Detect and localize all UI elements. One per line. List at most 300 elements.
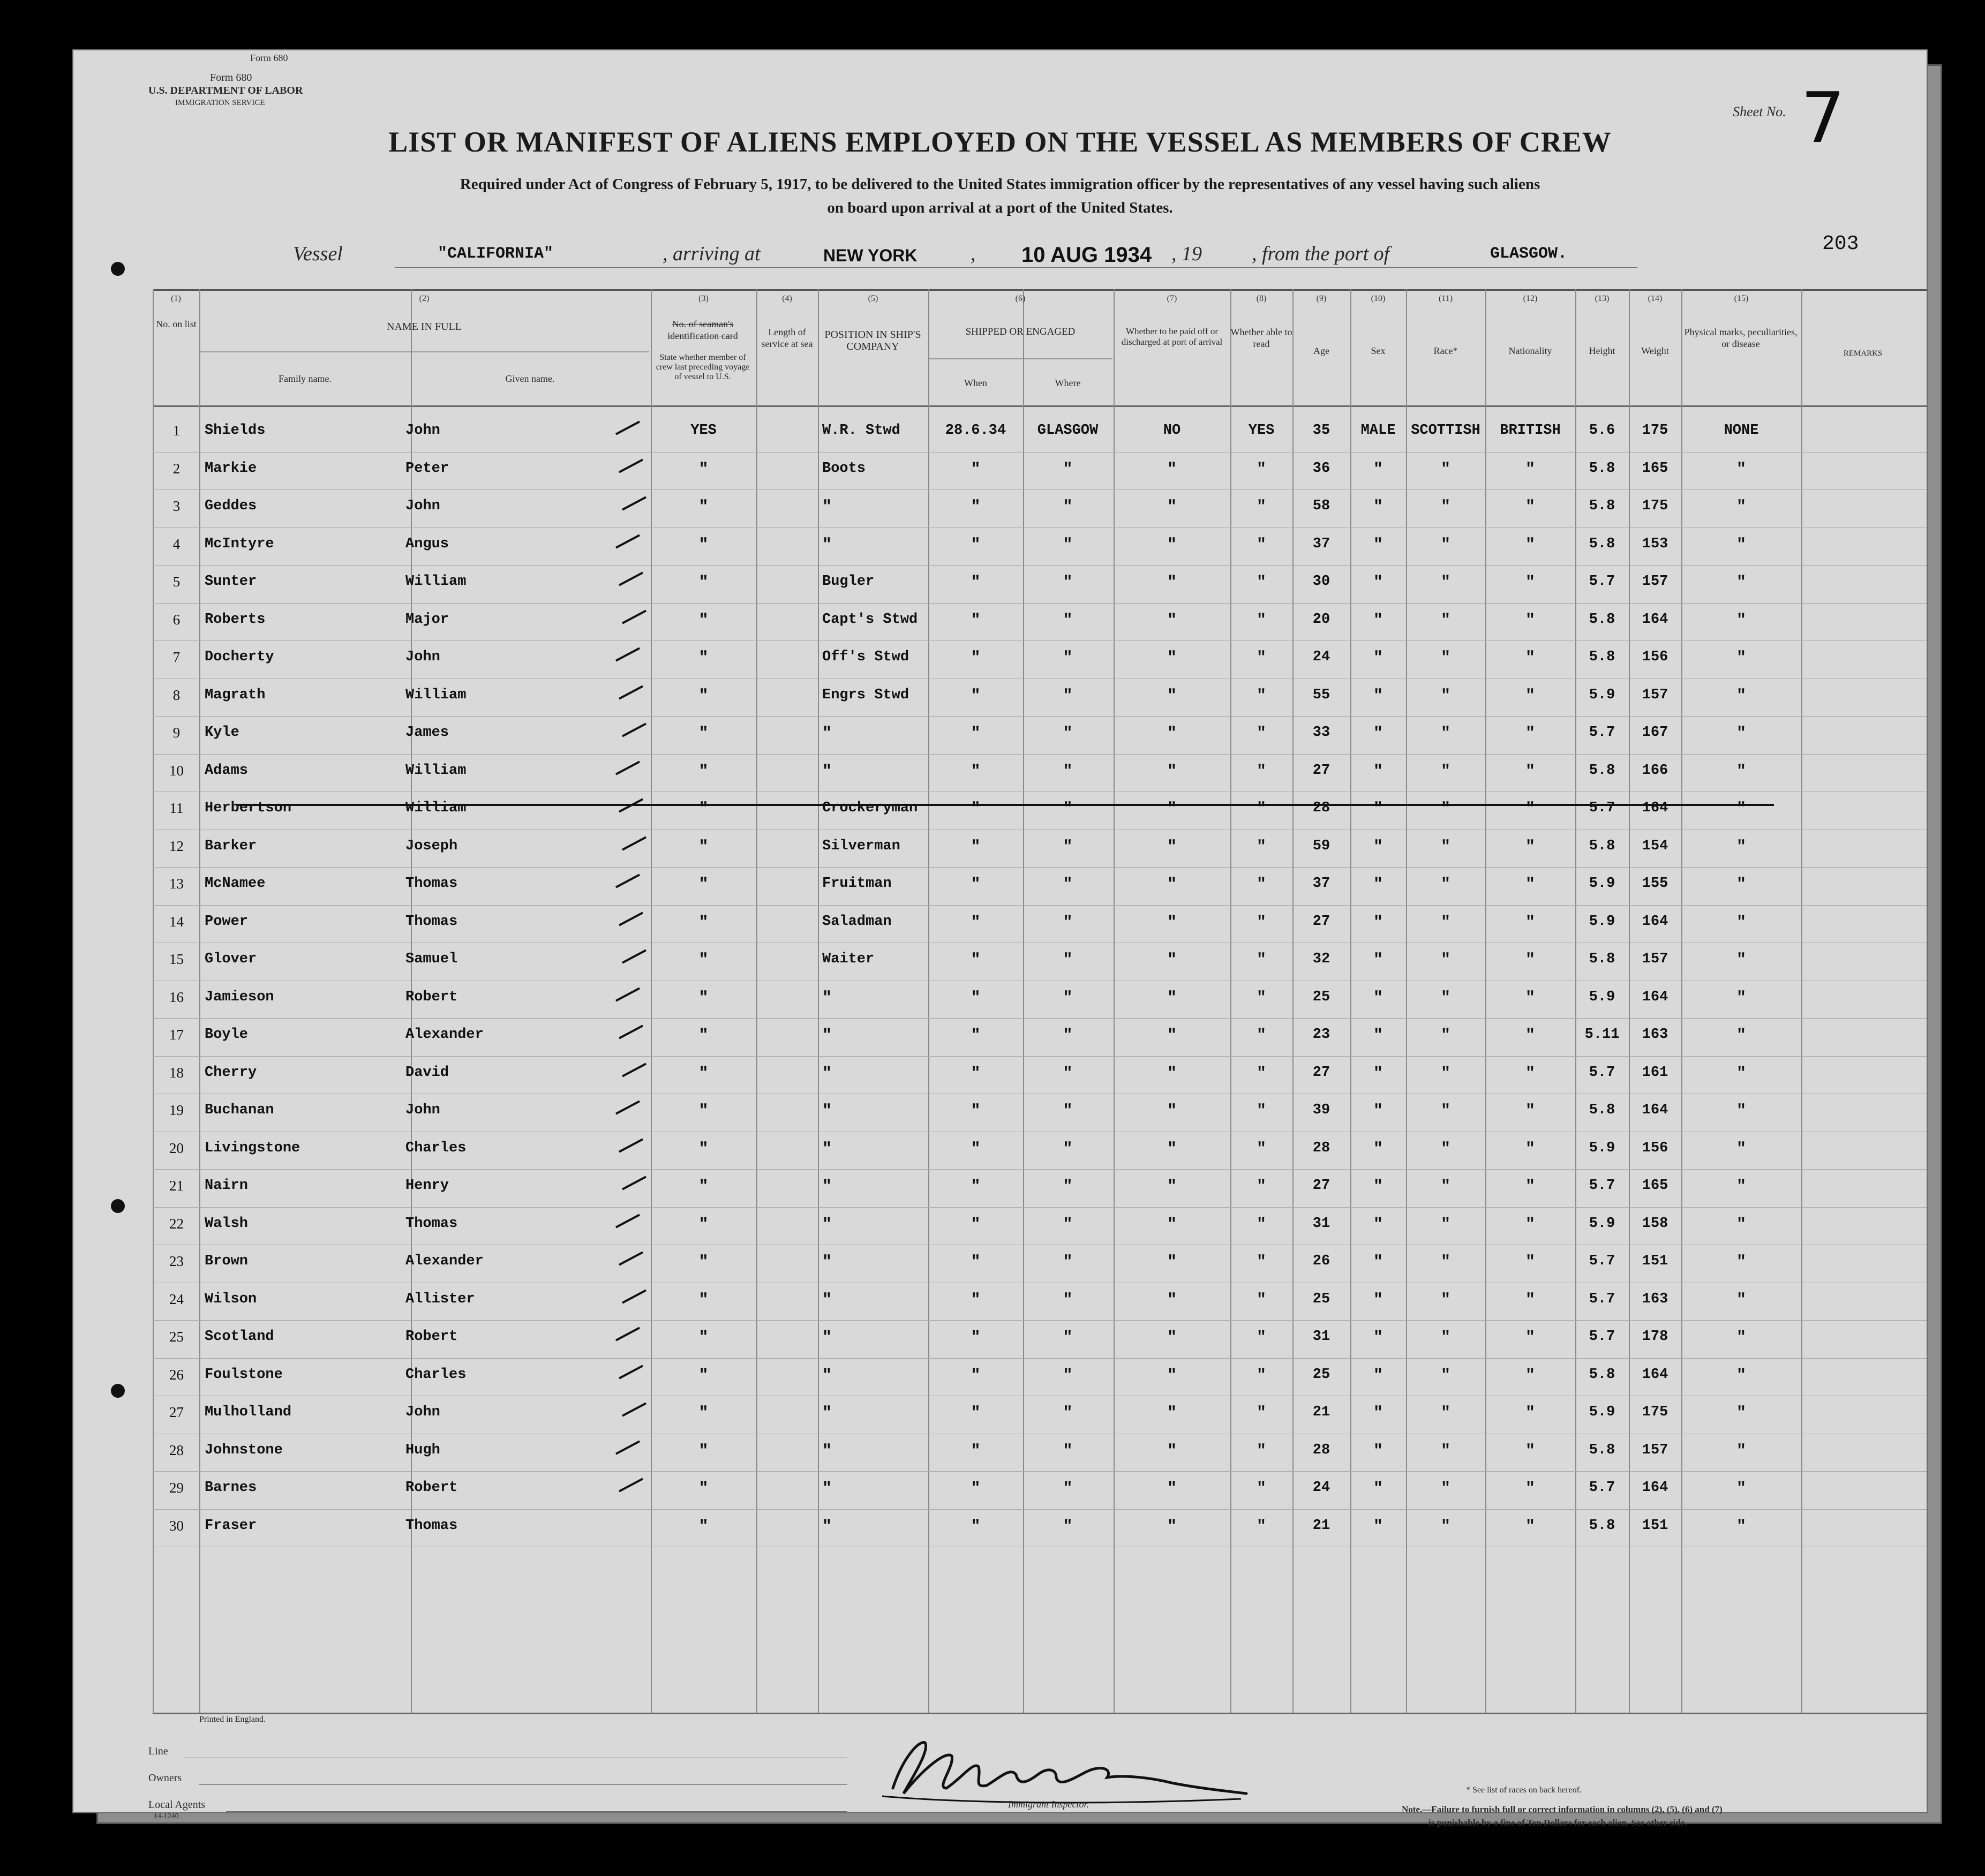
row-rule (153, 754, 1927, 755)
cell-marks: " (1736, 1517, 1746, 1536)
cell-prev: " (698, 687, 709, 705)
cell-given: Thomas (405, 1517, 458, 1534)
cell-when: " (971, 838, 981, 856)
cell-read: YES (1248, 423, 1275, 439)
cell-age: 58 (1312, 498, 1330, 514)
cell-height: 5.8 (1589, 838, 1615, 854)
cell-when: 28.6.34 (945, 423, 1006, 439)
cell-family: Power (205, 913, 249, 930)
cell-given: Robert (405, 1329, 458, 1345)
cell-nationality: " (1525, 1140, 1535, 1158)
cell-weight: 164 (1642, 1102, 1668, 1118)
cell-no: 17 (169, 1027, 184, 1043)
cell-weight: 158 (1642, 1215, 1668, 1232)
hdr-physical: Physical marks, peculiarities, or disease (1684, 327, 1798, 349)
cell-marks: " (1736, 1064, 1746, 1083)
manifest-sheet (72, 49, 1928, 1828)
cell-sex: " (1373, 1178, 1383, 1196)
cell-prev: " (698, 1215, 709, 1234)
cell-height: 5.8 (1589, 611, 1615, 628)
hdr-position: POSITION IN SHIP'S COMPANY (824, 329, 921, 352)
cell-age: 27 (1312, 762, 1330, 779)
cell-when: " (971, 1215, 981, 1234)
vessel-label: Vessel (293, 243, 343, 265)
column-number: (11) (1438, 294, 1453, 303)
cell-marks: " (1736, 649, 1746, 667)
cell-race: " (1440, 1178, 1450, 1196)
cell-sex: " (1373, 1442, 1383, 1460)
cell-when: " (971, 498, 981, 516)
cell-nationality: " (1525, 1064, 1535, 1083)
penalty-note-2: is punishable by a fine of Ten Dollars for each alien. See other side. (1428, 1818, 1687, 1828)
cell-race: " (1440, 687, 1450, 705)
cell-weight: 167 (1642, 725, 1668, 741)
cell-given: William (405, 687, 467, 703)
cell-weight: 153 (1642, 536, 1668, 552)
hdr-name-in-full: NAME IN FULL (387, 321, 462, 333)
cell-family: Scotland (205, 1329, 274, 1345)
cell-given: Major (405, 611, 449, 628)
cell-prev: " (698, 574, 709, 592)
cell-when: " (971, 951, 981, 969)
cell-marks: " (1736, 1253, 1746, 1271)
cell-nationality: " (1525, 1102, 1535, 1120)
cell-height: 5.9 (1589, 1140, 1615, 1156)
year-label: , 19 (1171, 243, 1202, 265)
column-rule (199, 289, 200, 1714)
races-note: * See list of races on back hereof. (1466, 1785, 1582, 1795)
cell-no: 18 (169, 1064, 184, 1081)
cell-sex: " (1373, 1064, 1383, 1083)
cell-race: " (1440, 460, 1450, 479)
cell-where: GLASGOW (1037, 423, 1099, 439)
row-rule (153, 1018, 1927, 1019)
cell-race: " (1440, 1140, 1450, 1158)
cell-marks: " (1736, 1291, 1746, 1309)
cell-sex: " (1373, 1253, 1383, 1271)
cell-read: " (1256, 1517, 1266, 1536)
cell-paid: " (1167, 1215, 1177, 1234)
cell-weight: 178 (1642, 1329, 1668, 1345)
cell-age: 28 (1312, 1442, 1330, 1458)
cell-position: " (822, 536, 832, 554)
cell-where: " (1063, 1517, 1073, 1536)
cell-marks: " (1736, 913, 1746, 932)
cell-age: 24 (1312, 649, 1330, 665)
hdr-when: When (964, 378, 987, 388)
cell-position: Engrs Stwd (822, 687, 909, 703)
cell-paid: " (1167, 838, 1177, 856)
cell-age: 31 (1312, 1329, 1330, 1345)
cell-given: Angus (405, 536, 449, 552)
cell-marks: " (1736, 1404, 1746, 1422)
cell-given: John (405, 498, 440, 514)
cell-where: " (1063, 1027, 1073, 1045)
cell-sex: MALE (1360, 423, 1396, 439)
cell-prev: " (698, 1404, 709, 1422)
cell-sex: " (1373, 951, 1383, 969)
cell-nationality: " (1525, 762, 1535, 781)
cell-nationality: " (1525, 951, 1535, 969)
cell-race: " (1440, 574, 1450, 592)
cell-nationality: " (1525, 800, 1535, 818)
cell-read: " (1256, 460, 1266, 479)
subtitle-line-2: on board upon arrival at a port of the United States. (827, 199, 1173, 216)
cell-no: 10 (169, 762, 184, 779)
cell-race: " (1440, 1329, 1450, 1347)
cell-sex: " (1373, 1291, 1383, 1309)
cell-read: " (1256, 574, 1266, 592)
cell-no: 28 (169, 1442, 184, 1458)
cell-position: Crockeryman (822, 800, 918, 816)
cell-family: Mulholland (205, 1404, 292, 1420)
cell-height: 5.8 (1589, 460, 1615, 477)
cell-position: " (822, 1140, 832, 1158)
cell-height: 5.7 (1589, 574, 1615, 590)
cell-weight: 175 (1642, 1404, 1668, 1420)
cell-where: " (1063, 1291, 1073, 1309)
cell-when: " (971, 913, 981, 932)
cell-when: " (971, 460, 981, 479)
cell-nationality: " (1525, 725, 1535, 743)
cell-weight: 151 (1642, 1253, 1668, 1269)
cell-height: 5.7 (1589, 1480, 1615, 1496)
cell-marks: " (1736, 989, 1746, 1007)
cell-weight: 157 (1642, 574, 1668, 590)
cell-read: " (1256, 1480, 1266, 1498)
cell-family: Brown (205, 1253, 249, 1269)
vessel-underline (395, 267, 1637, 268)
cell-height: 5.8 (1589, 762, 1615, 779)
cell-race: " (1440, 1517, 1450, 1536)
row-rule (153, 1056, 1927, 1057)
arriving-port: NEW YORK (823, 246, 918, 265)
cell-family: Kyle (205, 725, 239, 741)
cell-paid: " (1167, 1366, 1177, 1385)
cell-age: 37 (1312, 536, 1330, 552)
cell-family: McNamee (205, 876, 266, 892)
cell-no: 13 (169, 876, 184, 892)
cell-given: David (405, 1064, 449, 1081)
cell-where: " (1063, 800, 1073, 818)
cell-weight: 156 (1642, 649, 1668, 665)
cell-where: " (1063, 838, 1073, 856)
cell-prev: " (698, 460, 709, 479)
cell-weight: 165 (1642, 460, 1668, 477)
cell-nationality: " (1525, 1215, 1535, 1234)
cell-age: 28 (1312, 800, 1330, 816)
cell-marks: " (1736, 762, 1746, 781)
cell-when: " (971, 649, 981, 667)
cell-no: 7 (172, 649, 181, 665)
column-number: (9) (1316, 294, 1327, 303)
cell-weight: 164 (1642, 611, 1668, 628)
cell-sex: " (1373, 1215, 1383, 1234)
cell-read: " (1256, 1064, 1266, 1083)
cell-weight: 164 (1642, 1366, 1668, 1383)
cell-prev: " (698, 498, 709, 516)
row-rule (153, 603, 1927, 604)
cell-nationality: " (1525, 649, 1535, 667)
cell-when: " (971, 536, 981, 554)
cell-prev: " (698, 1517, 709, 1536)
cell-sex: " (1373, 611, 1383, 630)
cell-age: 21 (1312, 1517, 1330, 1534)
cell-sex: " (1373, 1102, 1383, 1120)
cell-position: Saladman (822, 913, 892, 930)
cell-paid: " (1167, 913, 1177, 932)
cell-paid: " (1167, 611, 1177, 630)
cell-no: 21 (169, 1178, 184, 1194)
cell-marks: " (1736, 1480, 1746, 1498)
row-rule (153, 489, 1927, 490)
cell-paid: " (1167, 1027, 1177, 1045)
cell-read: " (1256, 989, 1266, 1007)
cell-paid: " (1167, 649, 1177, 667)
row-rule (153, 1169, 1927, 1170)
cell-height: 5.7 (1589, 725, 1615, 741)
department: U.S. DEPARTMENT OF LABOR (148, 85, 303, 96)
cell-sex: " (1373, 536, 1383, 554)
cell-no: 20 (169, 1140, 184, 1156)
cell-family: Barnes (205, 1480, 257, 1496)
cell-no: 3 (172, 498, 181, 514)
cell-read: " (1256, 1366, 1266, 1385)
cell-when: " (971, 1102, 981, 1120)
cell-paid: " (1167, 1253, 1177, 1271)
hdr-where: Where (1055, 378, 1081, 388)
cell-nationality: " (1525, 1404, 1535, 1422)
cell-when: " (971, 1404, 981, 1422)
cell-where: " (1063, 1178, 1073, 1196)
cell-where: " (1063, 611, 1073, 630)
cell-position: Off's Stwd (822, 649, 909, 665)
cell-where: " (1063, 989, 1073, 1007)
cell-paid: " (1167, 762, 1177, 781)
cell-nationality: " (1525, 460, 1535, 479)
cell-sex: " (1373, 498, 1383, 516)
cell-marks: " (1736, 536, 1746, 554)
cell-weight: 157 (1642, 687, 1668, 703)
cell-given: Samuel (405, 951, 458, 967)
cell-prev: " (698, 951, 709, 969)
cell-given: Allister (405, 1291, 475, 1307)
cell-when: " (971, 1291, 981, 1309)
cell-given: John (405, 1102, 440, 1118)
cell-when: " (971, 725, 981, 743)
cell-race: " (1440, 498, 1450, 516)
cell-family: Livingstone (205, 1140, 300, 1156)
cell-paid: " (1167, 1442, 1177, 1460)
cell-age: 59 (1312, 838, 1330, 854)
cell-family: Roberts (205, 611, 266, 628)
cell-nationality: " (1525, 1178, 1535, 1196)
punch-hole (111, 1199, 125, 1213)
row-rule (153, 565, 1927, 566)
cell-read: " (1256, 687, 1266, 705)
cell-no: 23 (169, 1253, 184, 1269)
cell-nationality: " (1525, 1253, 1535, 1271)
cell-no: 15 (169, 951, 184, 967)
cell-weight: 161 (1642, 1064, 1668, 1081)
cell-position: Boots (822, 460, 866, 477)
cell-family: Walsh (205, 1215, 249, 1232)
cell-sex: " (1373, 1329, 1383, 1347)
form-number-top: Form 680 (250, 52, 288, 63)
comma: , (971, 243, 976, 265)
cell-family: Fraser (205, 1517, 257, 1534)
cell-race: " (1440, 1215, 1450, 1234)
cell-where: " (1063, 649, 1073, 667)
cell-given: Hugh (405, 1442, 440, 1458)
cell-nationality: " (1525, 989, 1535, 1007)
cell-nationality: " (1525, 611, 1535, 630)
cell-read: " (1256, 1291, 1266, 1309)
cell-family: Barker (205, 838, 257, 854)
column-rule (818, 289, 819, 1714)
cell-no: 26 (169, 1366, 184, 1383)
cell-race: " (1440, 989, 1450, 1007)
cell-marks: " (1736, 460, 1746, 479)
cell-given: Thomas (405, 913, 458, 930)
cell-nationality: " (1525, 536, 1535, 554)
cell-age: 31 (1312, 1215, 1330, 1232)
cell-no: 16 (169, 989, 184, 1005)
cell-race: " (1440, 1027, 1450, 1045)
cell-no: 9 (172, 725, 181, 741)
service: IMMIGRATION SERVICE (175, 99, 265, 107)
cell-age: 33 (1312, 725, 1330, 741)
cell-nationality: " (1525, 1480, 1535, 1498)
cell-family: Geddes (205, 498, 257, 514)
cell-given: John (405, 1404, 440, 1420)
cell-race: " (1440, 1480, 1450, 1498)
cell-when: " (971, 1064, 981, 1083)
column-number: (7) (1167, 294, 1177, 303)
cell-height: 5.9 (1589, 913, 1615, 930)
cell-given: William (405, 574, 467, 590)
cell-sex: " (1373, 1027, 1383, 1045)
cell-prev: " (698, 913, 709, 932)
cell-height: 5.8 (1589, 1366, 1615, 1383)
cell-prev: " (698, 1366, 709, 1385)
cell-position: " (822, 989, 832, 1007)
cell-given: Thomas (405, 876, 458, 892)
cell-age: 37 (1312, 876, 1330, 892)
cell-position: " (822, 1253, 832, 1271)
header-bottom-border (153, 405, 1927, 407)
row-rule (153, 1509, 1927, 1510)
column-number: (1) (171, 294, 181, 303)
cell-prev: " (698, 611, 709, 630)
cell-nationality: " (1525, 838, 1535, 856)
cell-position: " (822, 1404, 832, 1422)
cell-family: Foulstone (205, 1366, 283, 1383)
cell-prev: " (698, 838, 709, 856)
penalty-note-1: Note.—Failure to furnish full or correct information in columns (2), (5), (6) and (7) (1402, 1804, 1723, 1814)
cell-race: " (1440, 1442, 1450, 1460)
cell-no: 25 (169, 1329, 184, 1345)
column-number: (13) (1595, 294, 1610, 303)
column-number: (5) (868, 294, 878, 303)
cell-no: 2 (172, 460, 181, 477)
cell-prev: " (698, 1178, 709, 1196)
cell-paid: " (1167, 876, 1177, 894)
cell-sex: " (1373, 1366, 1383, 1385)
cell-marks: " (1736, 800, 1746, 818)
cell-where: " (1063, 460, 1073, 479)
cell-read: " (1256, 1140, 1266, 1158)
cell-position: " (822, 1178, 832, 1196)
cell-where: " (1063, 574, 1073, 592)
cell-sex: " (1373, 989, 1383, 1007)
cell-weight: 175 (1642, 423, 1668, 439)
cell-family: Buchanan (205, 1102, 274, 1118)
cell-read: " (1256, 649, 1266, 667)
cell-race: " (1440, 536, 1450, 554)
cell-sex: " (1373, 800, 1383, 818)
cell-weight: 164 (1642, 1480, 1668, 1496)
cell-prev: " (698, 989, 709, 1007)
cell-age: 25 (1312, 1291, 1330, 1307)
cell-prev: " (698, 1102, 709, 1120)
agents-label: Local Agents (148, 1799, 206, 1811)
column-number: (6) (1015, 294, 1026, 303)
cell-position: Fruitman (822, 876, 892, 892)
cell-read: " (1256, 611, 1266, 630)
agents-code: 14-1240 (154, 1812, 179, 1820)
cell-when: " (971, 1140, 981, 1158)
cell-sex: " (1373, 1140, 1383, 1158)
column-number: (8) (1256, 294, 1267, 303)
cell-prev: " (698, 800, 709, 818)
cell-nationality: " (1525, 498, 1535, 516)
cell-where: " (1063, 1366, 1073, 1385)
cell-marks: " (1736, 1140, 1746, 1158)
cell-no: 6 (172, 611, 181, 628)
cell-race: " (1440, 649, 1450, 667)
cell-position: " (822, 498, 832, 516)
cell-where: " (1063, 1329, 1073, 1347)
cell-prev: " (698, 725, 709, 743)
hdr-remarks: REMARKS (1843, 349, 1883, 358)
cell-prev: YES (690, 423, 717, 439)
hdr-age: Age (1313, 345, 1329, 356)
cell-family: Jamieson (205, 989, 274, 1005)
cell-read: " (1256, 951, 1266, 969)
cell-when: " (971, 1366, 981, 1385)
cell-when: " (971, 611, 981, 630)
cell-race: " (1440, 800, 1450, 818)
cell-where: " (1063, 1253, 1073, 1271)
cell-no: 22 (169, 1215, 184, 1232)
cell-age: 35 (1312, 423, 1330, 439)
cell-no: 1 (172, 423, 181, 439)
cell-age: 23 (1312, 1027, 1330, 1043)
cell-given: William (405, 800, 467, 816)
inspector-label: Immigrant Inspector. (1008, 1799, 1089, 1810)
cell-where: " (1063, 725, 1073, 743)
cell-age: 20 (1312, 611, 1330, 628)
cell-no: 19 (169, 1102, 184, 1118)
cell-given: Alexander (405, 1027, 484, 1043)
cell-paid: " (1167, 1480, 1177, 1498)
cell-age: 25 (1312, 989, 1330, 1005)
cell-age: 30 (1312, 574, 1330, 590)
cell-paid: " (1167, 1178, 1177, 1196)
column-number: (2) (419, 294, 430, 303)
cell-position: " (822, 1064, 832, 1083)
